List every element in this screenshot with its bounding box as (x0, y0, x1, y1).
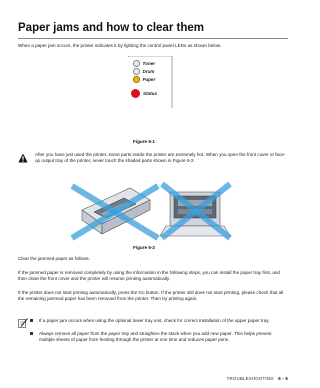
footer-page-number: 6 - 6 (278, 376, 288, 381)
control-panel-figure (128, 56, 173, 108)
go-button-paragraph: If the printer does not start printing automatically, press the Go button. If the printer still does not start printing, please check that all the remaining jammed paper has been removed from the printer. Then try printing again. (18, 290, 284, 301)
printer-interior-figure (66, 178, 236, 242)
printer-hot-parts-illustration (66, 178, 236, 242)
led-drum-light (133, 68, 140, 75)
bullet-square (30, 332, 33, 335)
led-paper-light (133, 76, 140, 83)
figure-6-2-caption: Figure 6-2 (133, 245, 155, 250)
title-rule (18, 38, 288, 39)
clear-jam-paragraph: Clear the jammed paper as follows. (18, 256, 91, 261)
led-toner-label: Toner (142, 60, 156, 66)
page-title: Paper jams and how to clear them (18, 22, 204, 34)
printer-left-drawing (72, 186, 158, 238)
led-status-light (131, 89, 140, 98)
note-pencil-icon (18, 318, 28, 328)
bullet-square (30, 319, 33, 322)
printer-right-drawing (160, 184, 230, 238)
led-status-label: Status (143, 91, 158, 96)
hot-surface-warning-icon (18, 153, 28, 163)
intro-paragraph: When a paper jam occurs, the printer indicates it by lighting the control panel LEDs as shown below. (18, 43, 222, 48)
note-block (18, 318, 288, 366)
led-toner (133, 60, 155, 67)
led-drum-label: Drum (142, 68, 155, 74)
led-paper (133, 76, 155, 83)
warning-text: After you have just used the printer, some parts inside the printer are extremely hot. When you open the front cover or face-up output tray of the printer, never touch the shaded parts shown in Figure 6-2. (35, 152, 286, 163)
led-paper-label: Paper (142, 76, 156, 82)
resume-printing-paragraph: If the jammed paper is removed completely by using the information in the following steps, you can install the paper tray first, and then close the front cover and the printer will resume printing automatically. (18, 270, 280, 281)
note-text: Always remove all paper from the paper tray and straighten the stack when you add new paper. This helps prevent multiple sheets of paper from feeding through the printer at one time and reduces paper jams. (39, 331, 272, 342)
note-text: If a paper jam occurs when using the optional lower tray unit, check for correct installation of the upper paper tray. (39, 318, 270, 323)
page-footer (227, 376, 288, 381)
footer-section: TROUBLESHOOTING (226, 376, 274, 381)
warning-block (18, 151, 288, 176)
led-toner-light (133, 60, 140, 67)
figure-6-1-caption: Figure 6-1 (133, 139, 155, 144)
led-status (131, 89, 157, 98)
led-drum (133, 68, 155, 75)
